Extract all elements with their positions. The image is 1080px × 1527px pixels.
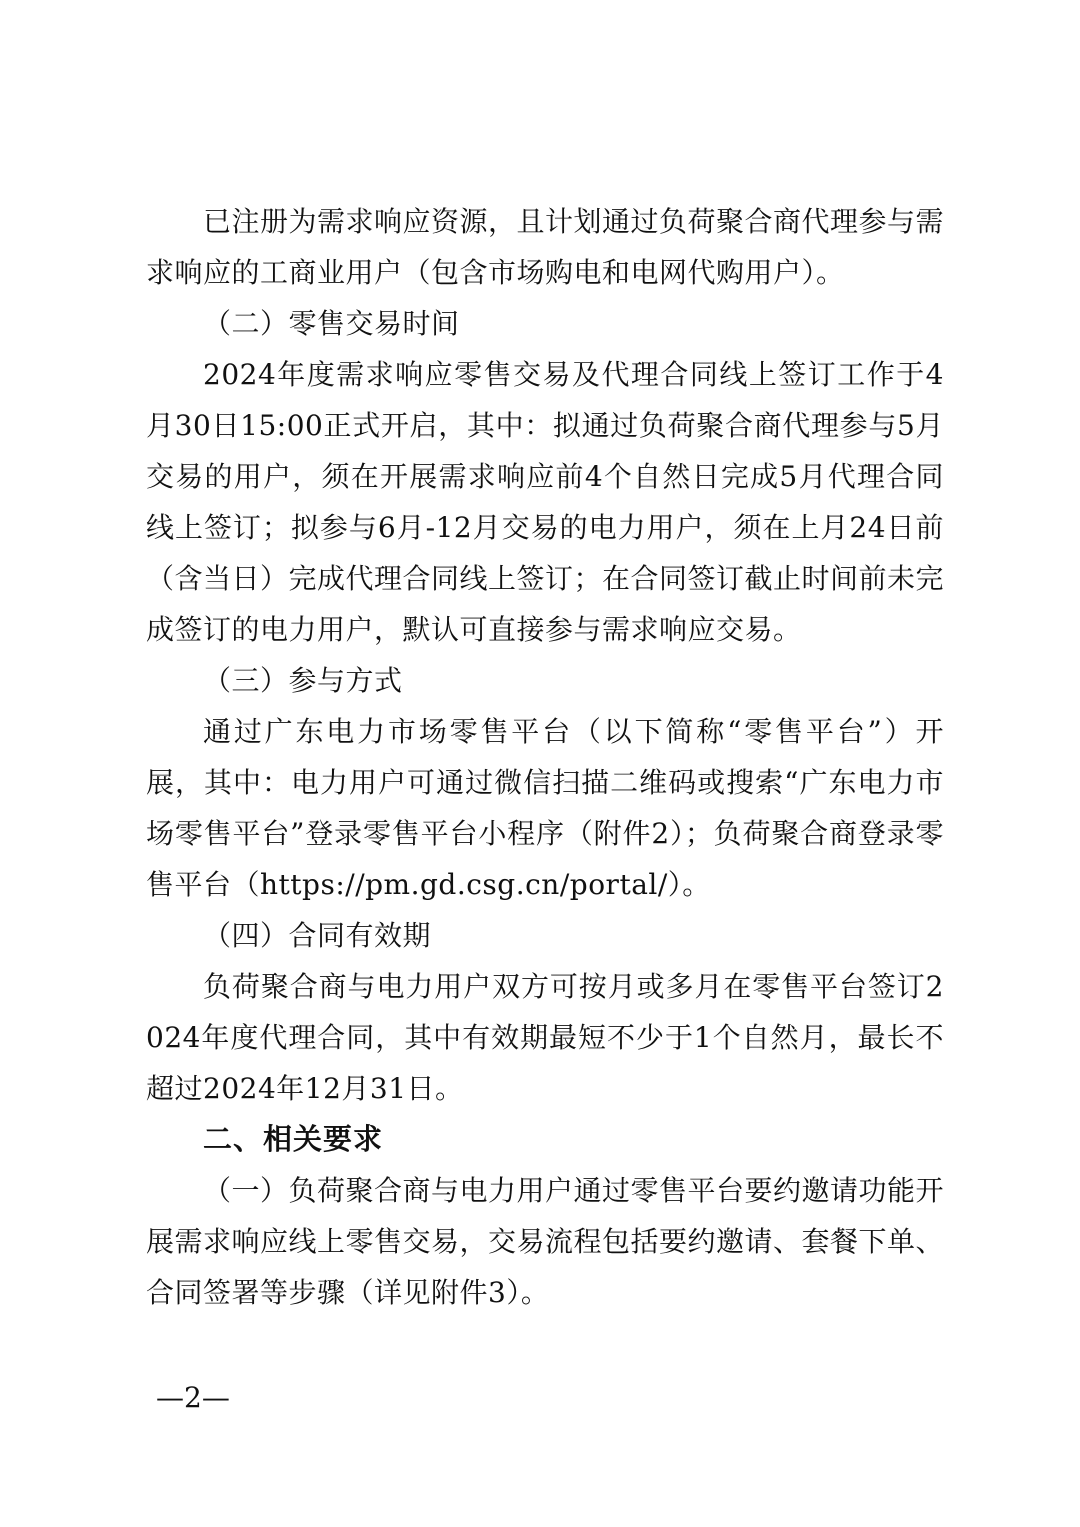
section-heading-participation: （三）参与方式 xyxy=(203,664,403,697)
section-heading-trading-time: （二）零售交易时间 xyxy=(203,307,460,340)
paragraph-participation: 通过广东电力市场零售平台（以下简称“零售平台”）开展，其中：电力用户可通过微信扫描二维码或搜索“广东电力市场零售平台”登录零售平台小程序（附件2）；负荷聚合商登录零售平台（https://pm.gd.csg.cn/portal/）。 xyxy=(146,715,944,901)
section-heading-contract-validity: （四）合同有效期 xyxy=(203,919,432,952)
main-heading-requirements: 二、相关要求 xyxy=(203,1122,384,1156)
page-number: —2— xyxy=(156,1381,230,1414)
paragraph-contract-validity: 负荷聚合商与电力用户双方可按月或多月在零售平台签订2024年度代理合同，其中有效期最短不少于1个自然月，最长不超过2024年12月31日。 xyxy=(146,970,944,1105)
paragraph-eligible-users: 已注册为需求响应资源，且计划通过负荷聚合商代理参与需求响应的工商业用户（包含市场购电和电网代购用户）。 xyxy=(146,205,945,289)
paragraph-trading-time: 2024年度需求响应零售交易及代理合同线上签订工作于4月30日15:00正式开启，其中：拟通过负荷聚合商代理参与5月交易的用户，须在开展需求响应前4个自然日完成5月代理合同线上签订；拟参与6月-12月交易的电力用户，须在上月24日前（含当日）完成代理合同线上签订；在合同签订截止时间前未完成签订的电力用户，默认可直接参与需求响应交易。 xyxy=(146,358,945,646)
paragraph-requirement-1: （一）负荷聚合商与电力用户通过零售平台要约邀请功能开展需求响应线上零售交易，交易流程包括要约邀请、套餐下单、合同签署等步骤（详见附件3）。 xyxy=(146,1174,945,1309)
document-body xyxy=(146,196,944,1318)
